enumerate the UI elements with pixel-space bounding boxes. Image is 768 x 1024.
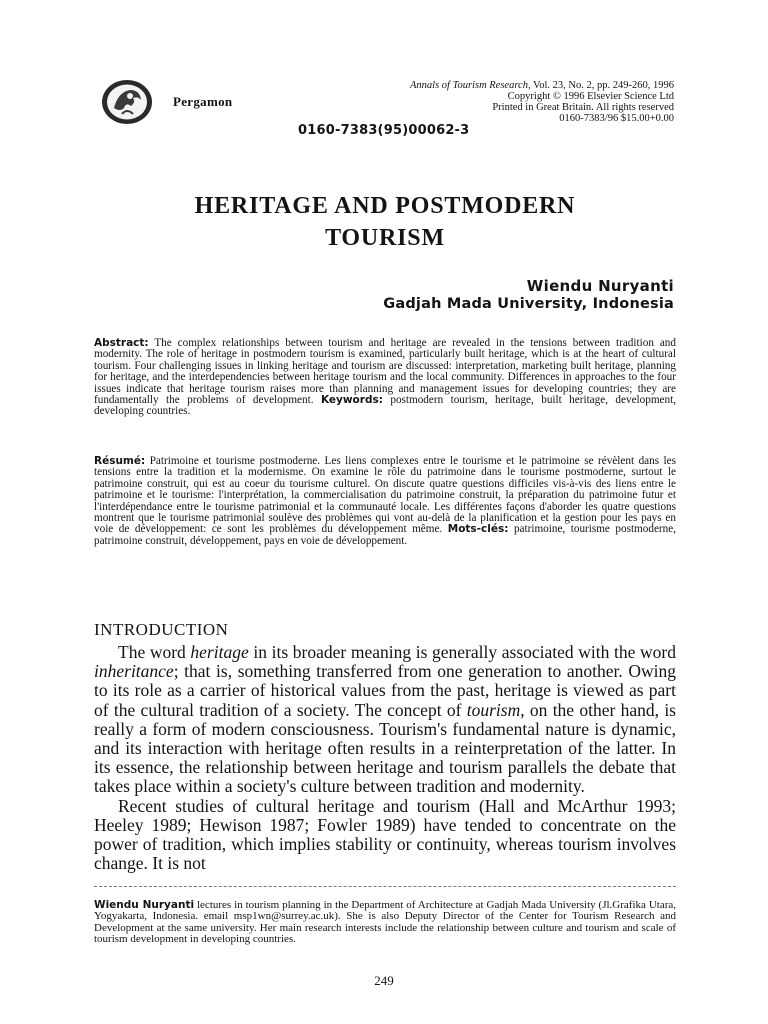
printed-line: Printed in Great Britain. All rights reserved xyxy=(492,102,674,113)
volume-info: Vol. 23, No. 2, pp. 249-260, 1996 xyxy=(533,80,674,91)
publisher-logo-icon xyxy=(100,78,154,126)
intro-paragraph-1 xyxy=(94,643,676,797)
author-name: Wiendu Nuryanti xyxy=(526,277,674,295)
section-heading: INTRODUCTION xyxy=(94,620,229,639)
keywords-text: postmodern tourism, heritage, built heritage, development, developing countries. xyxy=(94,394,676,418)
p1-em-heritage: heritage xyxy=(190,642,249,662)
article-title xyxy=(90,190,680,254)
footnote-text: lectures in tourism planning in the Department of Architecture at Gadjah Mada University (Jl.Grafika Utara, Yogyakarta, Indonesia. email msp1wn@surrey.ac.uk). She is also Deputy Director of the Center for Tourism Research and Development at the same university. Her main research interests include the relationship between culture and tourism and scale of tourism development in developing countries. xyxy=(94,899,677,945)
journal-name: Annals of Tourism Research, xyxy=(410,80,531,91)
p1-em-tourism: tourism xyxy=(466,699,521,720)
author-affiliation: Gadjah Mada University, Indonesia xyxy=(383,296,674,312)
p1-text-a: The word xyxy=(118,642,191,662)
p1-text-b: in its broader meaning is generally associated with the word xyxy=(248,642,676,662)
mots-cles-label: Mots-clés: xyxy=(447,523,509,536)
publisher-name: Pergamon xyxy=(173,94,233,109)
intro-body xyxy=(94,643,676,873)
price-line: 0160-7383/96 $15.00+0.00 xyxy=(559,113,674,124)
title-line-1: HERITAGE AND POSTMODERN xyxy=(194,193,576,219)
page-number: 249 xyxy=(374,973,394,988)
title-line-2: TOURISM xyxy=(325,225,445,251)
author-footnote xyxy=(94,900,676,945)
abstract-text: The complex relationships between tourism and heritage are revealed in the tensions between tradition and modernity. The role of heritage in postmodern tourism is examined, particularly built heritage, which is at the heart of cultural tourism. Four challenging issues in linking heritage and tourism are discussed: interpretation, marketing built heritage, planning for heritage, and the interdependencies between heritage tourism and the local community. Differences in approaches to the four issues indicate that heritage tourism raises more than planning and management issues for developing countries; they are fundamentally the problems of development. xyxy=(94,337,676,407)
keywords-label: Keywords: xyxy=(320,394,383,407)
copyright-line: Copyright © 1996 Elsevier Science Ltd xyxy=(507,91,674,102)
mots-cles-text: patrimoine, tourisme postmoderne, patrimoine construit, développement, pays en voie de développement. xyxy=(94,523,676,547)
journal-citation xyxy=(410,80,674,124)
resume xyxy=(94,456,676,547)
abstract-label: Abstract: xyxy=(94,337,149,349)
resume-label: Résumé: xyxy=(94,455,146,467)
abstract xyxy=(94,338,676,418)
p1-em-inheritance: inheritance xyxy=(94,661,174,682)
p1-text-c: ; that is, something transferred from one generation to another. Owing to its role as a carrier of historical values from the past, heritage is viewed as part of the cultural tradition of a society. The concept of xyxy=(94,661,676,720)
intro-paragraph-2: Recent studies of cultural heritage and tourism (Hall and McArthur 1993; Heeley 1989; Hewison 1987; Fowler 1989) have tended to concentrate on the power of tradition, which implies stability or continuity, whereas tourism involves change. It is not xyxy=(94,795,676,874)
resume-text: Patrimoine et tourisme postmoderne. Les liens complexes entre le tourisme et le patrimoine se révèlent dans les tensions entre la tradition et la modernisme. On examine le rôle du patrimoine dans le tourisme postmoderne, surtout le patrimoine construit, qui est au coeur du tourisme culturel. On discute quatre questions difficiles vis-à-vis des liens entre le patrimoine et le tourisme: l'interprétation, la commercialisation du patrimoine construit, la préparation du patrimoine futur et l'interdépendance entre le tourisme patrimonial et la communauté locale. Les différentes façons d'aborder les quatre questions montrent que le tourisme patrimonial soulève des problèmes qui vont au-delà de la planification et la gestion pour les pays en voie de développement: ce sont les problèmes du développement même. xyxy=(94,455,676,536)
footnote-divider xyxy=(94,886,676,887)
article-identifier: 0160-7383(95)00062-3 xyxy=(298,123,470,138)
footnote-author-name: Wiendu Nuryanti xyxy=(94,899,195,911)
p1-text-d: , on the other hand, is really a form of modern consciousness. Tourism's fundamental nature is dynamic, and its interaction with heritage often results in a reinterpretation of the latter. In its essence, the relationship between heritage and tourism parallels the debate that takes place within a society's culture between tradition and modernity. xyxy=(94,699,676,797)
